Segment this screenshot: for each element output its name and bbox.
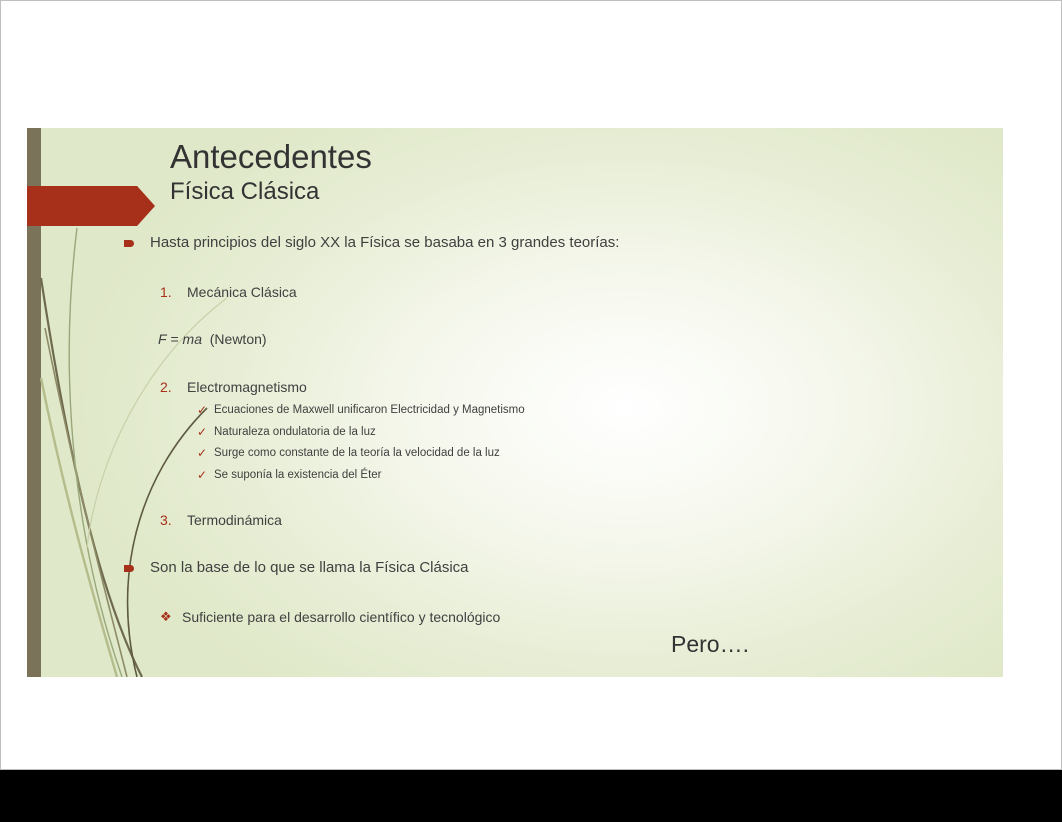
slide (27, 128, 1003, 677)
check-icon: ✓ (197, 425, 208, 439)
equation-note: (Newton) (209, 331, 267, 347)
item-label-3: Termodinámica (187, 512, 282, 528)
bullet-text-1: Hasta principios del siglo XX la Física se basaba en 3 grandes teorías: (150, 234, 620, 251)
item-number-1: 1. (160, 284, 172, 300)
diamond-bullet-icon: ❖ (160, 609, 172, 624)
item-label-1: Mecánica Clásica (187, 284, 297, 300)
check-icon: ✓ (197, 446, 208, 460)
equation-op: = (166, 331, 183, 347)
sub-item-3: Surge como constante de la teoría la velocidad de la luz (214, 447, 500, 459)
equation-rhs: ma (182, 331, 202, 347)
slide-subtitle: Física Clásica (170, 178, 320, 205)
bullet-icon (124, 565, 134, 572)
check-icon: ✓ (197, 468, 208, 482)
item-number-3: 3. (160, 512, 172, 528)
item-label-2: Electromagnetismo (187, 379, 307, 395)
title-accent-tab (27, 186, 155, 226)
sub-item-4: Se suponía la existencia del Éter (214, 469, 382, 481)
sub-item-1: Ecuaciones de Maxwell unificaron Electricidad y Magnetismo (214, 404, 525, 416)
sub-item-2: Naturaleza ondulatoria de la luz (214, 426, 376, 438)
pero-text: Pero…. (671, 631, 749, 657)
sub-bullet-text: Suficiente para el desarrollo científico y tecnológico (182, 609, 501, 625)
bullet-icon (124, 240, 134, 247)
bullet-text-2: Son la base de lo que se llama la Física Clásica (150, 559, 469, 576)
check-icon: ✓ (197, 403, 208, 417)
equation (158, 331, 267, 347)
item-number-2: 2. (160, 379, 172, 395)
equation-var: F (158, 331, 167, 347)
slide-title: Antecedentes (170, 138, 372, 175)
